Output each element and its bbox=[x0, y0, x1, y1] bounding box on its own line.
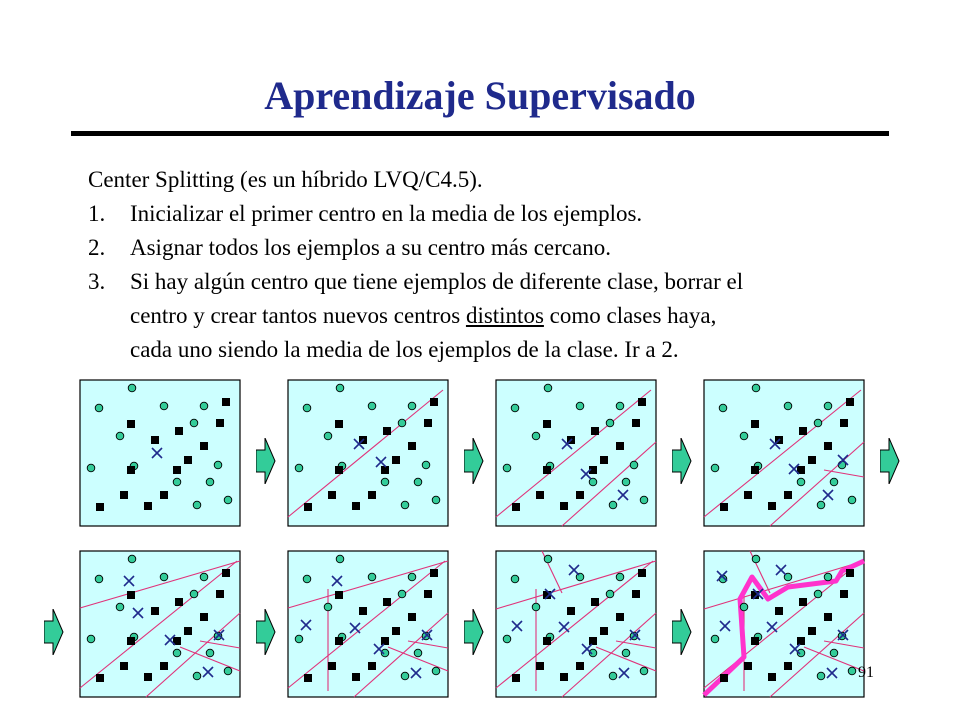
square-example-icon bbox=[576, 662, 584, 670]
square-example-icon bbox=[567, 607, 575, 615]
circle-example-icon bbox=[224, 496, 232, 504]
circle-example-icon bbox=[616, 573, 624, 581]
circle-example-icon bbox=[848, 667, 856, 675]
circle-example-icon bbox=[408, 402, 416, 410]
square-example-icon bbox=[216, 419, 224, 427]
circle-example-icon bbox=[824, 573, 832, 581]
circle-example-icon bbox=[784, 402, 792, 410]
right-arrow-icon bbox=[672, 609, 692, 655]
circle-example-icon bbox=[511, 404, 519, 412]
circle-example-icon bbox=[622, 649, 630, 657]
circle-example-icon bbox=[398, 590, 406, 598]
square-example-icon bbox=[720, 674, 728, 682]
circle-example-icon bbox=[160, 573, 168, 581]
circle-example-icon bbox=[224, 667, 232, 675]
square-example-icon bbox=[775, 607, 783, 615]
circle-example-icon bbox=[206, 649, 214, 657]
square-example-icon bbox=[335, 637, 343, 645]
circle-example-icon bbox=[160, 402, 168, 410]
circle-example-icon bbox=[128, 384, 136, 392]
page-number: 91 bbox=[858, 664, 874, 681]
split-stage-panel-4 bbox=[702, 378, 866, 528]
square-example-icon bbox=[368, 491, 376, 499]
square-example-icon bbox=[512, 674, 520, 682]
circle-example-icon bbox=[95, 575, 103, 583]
square-example-icon bbox=[768, 673, 776, 681]
square-example-icon bbox=[392, 627, 400, 635]
circle-example-icon bbox=[711, 635, 719, 643]
square-example-icon bbox=[408, 442, 416, 450]
square-example-icon bbox=[744, 662, 752, 670]
square-example-icon bbox=[216, 590, 224, 598]
circle-example-icon bbox=[173, 649, 181, 657]
circle-example-icon bbox=[622, 478, 630, 486]
circle-example-icon bbox=[200, 402, 208, 410]
split-stage-panel-2 bbox=[286, 378, 450, 528]
right-arrow-icon bbox=[464, 438, 484, 484]
circle-example-icon bbox=[190, 419, 198, 427]
square-example-icon bbox=[383, 598, 391, 606]
step-3-cont-2: cada uno siendo la media de los ejemplos de la clase. Ir a 2. bbox=[130, 337, 679, 362]
square-example-icon bbox=[424, 590, 432, 598]
circle-example-icon bbox=[544, 555, 552, 563]
circle-example-icon bbox=[193, 501, 201, 509]
circle-example-icon bbox=[432, 496, 440, 504]
square-example-icon bbox=[430, 569, 438, 577]
underlined-word: distintos bbox=[465, 303, 544, 328]
square-example-icon bbox=[335, 420, 343, 428]
circle-example-icon bbox=[752, 384, 760, 392]
square-example-icon bbox=[127, 591, 135, 599]
split-stage-panel-6 bbox=[286, 549, 450, 699]
circle-example-icon bbox=[511, 575, 519, 583]
circle-example-icon bbox=[503, 635, 511, 643]
square-example-icon bbox=[744, 491, 752, 499]
square-example-icon bbox=[352, 502, 360, 510]
circle-example-icon bbox=[214, 461, 222, 469]
circle-example-icon bbox=[740, 432, 748, 440]
circle-example-icon bbox=[609, 501, 617, 509]
square-example-icon bbox=[840, 419, 848, 427]
circle-example-icon bbox=[324, 432, 332, 440]
circle-example-icon bbox=[640, 667, 648, 675]
square-example-icon bbox=[591, 598, 599, 606]
circle-example-icon bbox=[336, 384, 344, 392]
circle-example-icon bbox=[609, 672, 617, 680]
circle-example-icon bbox=[606, 590, 614, 598]
square-example-icon bbox=[797, 637, 805, 645]
square-example-icon bbox=[359, 607, 367, 615]
circle-example-icon bbox=[814, 590, 822, 598]
square-example-icon bbox=[173, 466, 181, 474]
square-example-icon bbox=[120, 491, 128, 499]
circle-example-icon bbox=[576, 402, 584, 410]
circle-example-icon bbox=[200, 573, 208, 581]
circle-example-icon bbox=[814, 419, 822, 427]
circle-example-icon bbox=[128, 555, 136, 563]
circle-example-icon bbox=[295, 464, 303, 472]
circle-example-icon bbox=[303, 575, 311, 583]
square-example-icon bbox=[799, 427, 807, 435]
circle-example-icon bbox=[414, 478, 422, 486]
circle-example-icon bbox=[848, 496, 856, 504]
intro-line: Center Splitting (es un híbrido LVQ/C4.5). bbox=[88, 167, 483, 192]
square-example-icon bbox=[591, 427, 599, 435]
square-example-icon bbox=[383, 427, 391, 435]
step-2: 2. Asignar todos los ejemplos a su centro más cercano. bbox=[88, 235, 611, 260]
circle-example-icon bbox=[381, 478, 389, 486]
square-example-icon bbox=[799, 598, 807, 606]
circle-example-icon bbox=[295, 635, 303, 643]
square-example-icon bbox=[127, 466, 135, 474]
square-example-icon bbox=[127, 637, 135, 645]
square-example-icon bbox=[768, 502, 776, 510]
square-example-icon bbox=[127, 420, 135, 428]
circle-example-icon bbox=[87, 635, 95, 643]
right-arrow-icon bbox=[256, 609, 276, 655]
circle-example-icon bbox=[116, 603, 124, 611]
page-title: Aprendizaje Supervisado bbox=[264, 73, 696, 118]
split-stage-panel-8 bbox=[702, 549, 866, 699]
circle-example-icon bbox=[606, 419, 614, 427]
step-3: 3. Si hay algún centro que tiene ejemplos de diferente clase, borrar el bbox=[88, 269, 744, 294]
square-example-icon bbox=[751, 420, 759, 428]
circle-example-icon bbox=[95, 404, 103, 412]
step-3-cont-1: centro y crear tantos nuevos centros distintos como clases haya, bbox=[130, 303, 717, 328]
circle-example-icon bbox=[711, 464, 719, 472]
square-example-icon bbox=[751, 466, 759, 474]
square-example-icon bbox=[328, 491, 336, 499]
circle-example-icon bbox=[432, 667, 440, 675]
circle-example-icon bbox=[740, 603, 748, 611]
split-stage-panel-1 bbox=[78, 378, 242, 528]
circle-example-icon bbox=[422, 461, 430, 469]
circle-example-icon bbox=[190, 590, 198, 598]
square-example-icon bbox=[589, 637, 597, 645]
right-arrow-icon bbox=[464, 609, 484, 655]
circle-example-icon bbox=[630, 461, 638, 469]
circle-example-icon bbox=[532, 432, 540, 440]
square-example-icon bbox=[184, 456, 192, 464]
circle-example-icon bbox=[116, 432, 124, 440]
square-example-icon bbox=[543, 466, 551, 474]
split-stage-panel-3 bbox=[494, 378, 658, 528]
circle-example-icon bbox=[719, 404, 727, 412]
square-example-icon bbox=[536, 662, 544, 670]
square-example-icon bbox=[840, 590, 848, 598]
circle-example-icon bbox=[398, 419, 406, 427]
square-example-icon bbox=[151, 436, 159, 444]
square-example-icon bbox=[408, 613, 416, 621]
circle-example-icon bbox=[544, 384, 552, 392]
square-example-icon bbox=[96, 503, 104, 511]
circle-example-icon bbox=[368, 402, 376, 410]
square-example-icon bbox=[720, 503, 728, 511]
square-example-icon bbox=[784, 662, 792, 670]
circle-example-icon bbox=[324, 603, 332, 611]
square-example-icon bbox=[304, 503, 312, 511]
body-text bbox=[88, 163, 938, 367]
square-example-icon bbox=[151, 607, 159, 615]
square-example-icon bbox=[751, 637, 759, 645]
circle-example-icon bbox=[824, 402, 832, 410]
square-example-icon bbox=[512, 503, 520, 511]
split-stage-panel-7 bbox=[494, 549, 658, 699]
circle-example-icon bbox=[503, 464, 511, 472]
square-example-icon bbox=[560, 673, 568, 681]
circle-example-icon bbox=[408, 573, 416, 581]
square-example-icon bbox=[600, 456, 608, 464]
circle-example-icon bbox=[817, 672, 825, 680]
circle-example-icon bbox=[640, 496, 648, 504]
circle-example-icon bbox=[817, 501, 825, 509]
square-example-icon bbox=[536, 491, 544, 499]
square-example-icon bbox=[392, 456, 400, 464]
square-example-icon bbox=[543, 420, 551, 428]
circle-example-icon bbox=[830, 478, 838, 486]
square-example-icon bbox=[160, 662, 168, 670]
square-example-icon bbox=[808, 456, 816, 464]
circle-example-icon bbox=[401, 501, 409, 509]
circle-example-icon bbox=[797, 478, 805, 486]
square-example-icon bbox=[576, 491, 584, 499]
square-example-icon bbox=[96, 674, 104, 682]
square-example-icon bbox=[616, 442, 624, 450]
square-example-icon bbox=[120, 662, 128, 670]
square-example-icon bbox=[200, 442, 208, 450]
square-example-icon bbox=[560, 502, 568, 510]
circle-example-icon bbox=[401, 672, 409, 680]
split-stage-panel-5 bbox=[78, 549, 242, 699]
square-example-icon bbox=[352, 673, 360, 681]
square-example-icon bbox=[632, 419, 640, 427]
circle-example-icon bbox=[87, 464, 95, 472]
square-example-icon bbox=[632, 590, 640, 598]
square-example-icon bbox=[368, 662, 376, 670]
circle-example-icon bbox=[368, 573, 376, 581]
square-example-icon bbox=[175, 427, 183, 435]
square-example-icon bbox=[335, 466, 343, 474]
circle-example-icon bbox=[532, 603, 540, 611]
right-arrow-icon bbox=[44, 609, 64, 655]
square-example-icon bbox=[144, 673, 152, 681]
square-example-icon bbox=[222, 569, 230, 577]
square-example-icon bbox=[328, 662, 336, 670]
square-example-icon bbox=[184, 627, 192, 635]
circle-example-icon bbox=[414, 649, 422, 657]
square-example-icon bbox=[824, 613, 832, 621]
circle-example-icon bbox=[752, 555, 760, 563]
circle-example-icon bbox=[336, 555, 344, 563]
step-1: 1. Inicializar el primer centro en la media de los ejemplos. bbox=[88, 201, 643, 226]
right-arrow-icon bbox=[256, 438, 276, 484]
square-example-icon bbox=[424, 419, 432, 427]
square-example-icon bbox=[222, 398, 230, 406]
square-example-icon bbox=[430, 398, 438, 406]
circle-example-icon bbox=[830, 649, 838, 657]
square-example-icon bbox=[784, 491, 792, 499]
square-example-icon bbox=[846, 569, 854, 577]
circle-example-icon bbox=[173, 478, 181, 486]
square-example-icon bbox=[543, 637, 551, 645]
square-example-icon bbox=[846, 398, 854, 406]
square-example-icon bbox=[381, 637, 389, 645]
circle-example-icon bbox=[616, 402, 624, 410]
circle-example-icon bbox=[303, 404, 311, 412]
right-arrow-icon bbox=[672, 438, 692, 484]
square-example-icon bbox=[824, 442, 832, 450]
square-example-icon bbox=[200, 613, 208, 621]
square-example-icon bbox=[600, 627, 608, 635]
square-example-icon bbox=[304, 674, 312, 682]
circle-example-icon bbox=[206, 478, 214, 486]
right-arrow-icon bbox=[880, 438, 900, 484]
square-example-icon bbox=[381, 466, 389, 474]
square-example-icon bbox=[638, 569, 646, 577]
circle-example-icon bbox=[193, 672, 201, 680]
square-example-icon bbox=[638, 398, 646, 406]
square-example-icon bbox=[160, 491, 168, 499]
square-example-icon bbox=[144, 502, 152, 510]
square-example-icon bbox=[175, 598, 183, 606]
title-rule bbox=[71, 131, 889, 136]
square-example-icon bbox=[616, 613, 624, 621]
square-example-icon bbox=[335, 591, 343, 599]
square-example-icon bbox=[808, 627, 816, 635]
